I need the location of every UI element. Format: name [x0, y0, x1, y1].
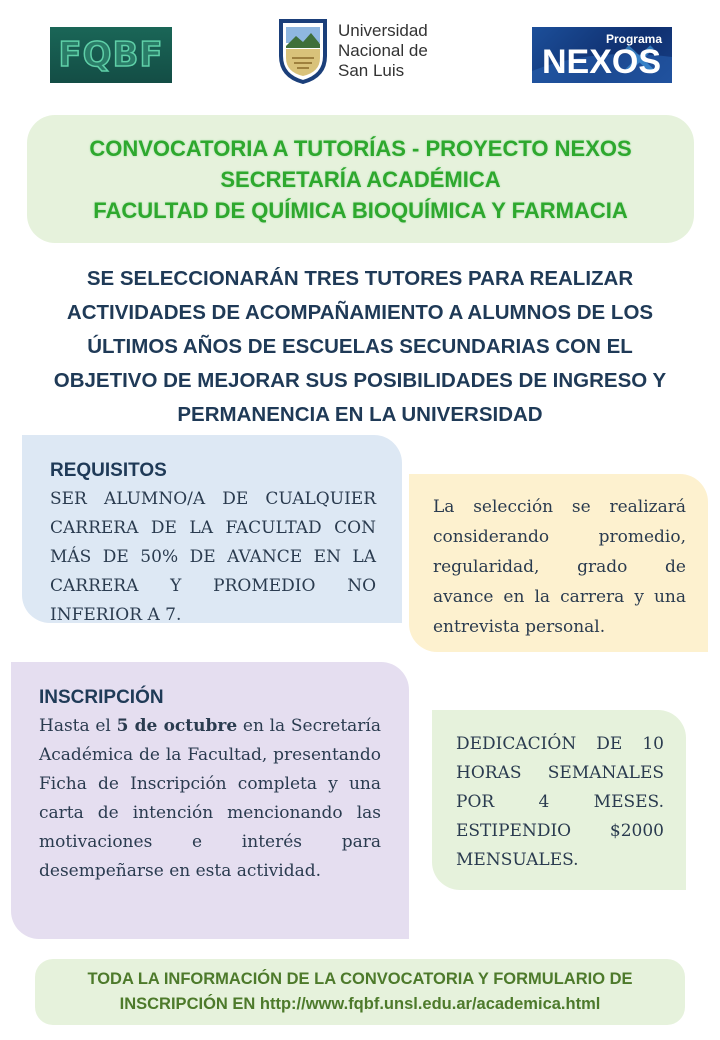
- nexos-name: NEXOS: [542, 43, 662, 81]
- intro-line: OBJETIVO DE MEJORAR SUS POSIBILIDADES DE INGRESO Y: [53, 369, 667, 392]
- header-banner: [27, 115, 694, 243]
- university-name-line: Universidad: [338, 21, 428, 40]
- university-shield-icon: [278, 18, 328, 84]
- header-line: SECRETARÍA ACADÉMICA: [220, 166, 501, 192]
- intro-line: ACTIVIDADES DE ACOMPAÑAMIENTO A ALUMNOS DE LOS: [66, 301, 654, 324]
- footer-link-line[interactable]: INSCRIPCIÓN EN http://www.fqbf.unsl.edu.ar/academica.html: [119, 995, 601, 1013]
- nexos-program-label: Programa: [605, 32, 662, 46]
- selection-box: [409, 474, 708, 652]
- registration-box: [11, 662, 409, 939]
- nexos-logo: [532, 27, 672, 83]
- intro-line: PERMANENCIA EN LA UNIVERSIDAD: [177, 403, 543, 426]
- registration-text: [39, 712, 381, 886]
- fqbf-logo: [50, 27, 172, 83]
- university-name-line: San Luis: [338, 61, 405, 80]
- requirements-title: REQUISITOS: [50, 460, 167, 481]
- header-line: FACULTAD DE QUÍMICA BIOQUÍMICA Y FARMACIA: [93, 197, 628, 223]
- dedication-text: DEDICACIÓN DE 10 HORAS SEMANALES POR 4 MESES. ESTIPENDIO $2000 MENSUALES.: [456, 734, 664, 870]
- registration-title: INSCRIPCIÓN: [39, 687, 164, 708]
- selection-text: La selección se realizará considerando promedio, regularidad, grado de avance en la carrera y una entrevista personal.: [433, 497, 686, 637]
- header-line: CONVOCATORIA A TUTORÍAS - PROYECTO NEXOS: [89, 135, 632, 161]
- intro-statement: [22, 262, 698, 432]
- fqbf-logo-text: FQBF: [58, 35, 164, 75]
- intro-line: ÚLTIMOS AÑOS DE ESCUELAS SECUNDARIAS CON EL: [87, 335, 633, 358]
- university-logo: [278, 18, 448, 88]
- registration-text-start: Hasta el: [39, 716, 117, 736]
- requirements-text: SER ALUMNO/A DE CUALQUIER CARRERA DE LA FACULTAD CON MÁS DE 50% DE AVANCE EN LA CARRERA Y PROMEDIO NO INFERIOR A 7.: [50, 489, 376, 625]
- university-name: [338, 21, 428, 81]
- intro-line: SE SELECCIONARÁN TRES TUTORES PARA REALIZAR: [86, 267, 634, 290]
- registration-text-end: en la Secretaría Académica de la Facultad, presentando Ficha de Inscripción completa y una carta de intención mencionando las motivaciones e interés para desempeñarse en esta actividad.: [39, 716, 381, 881]
- dedication-box: [432, 710, 686, 890]
- footer-line: TODA LA INFORMACIÓN DE LA CONVOCATORIA Y FORMULARIO DE: [87, 970, 633, 988]
- university-name-line: Nacional de: [338, 41, 428, 60]
- requirements-box: [22, 435, 402, 623]
- registration-deadline: 5 de octubre: [116, 716, 238, 736]
- footer-info-banner: [35, 959, 685, 1025]
